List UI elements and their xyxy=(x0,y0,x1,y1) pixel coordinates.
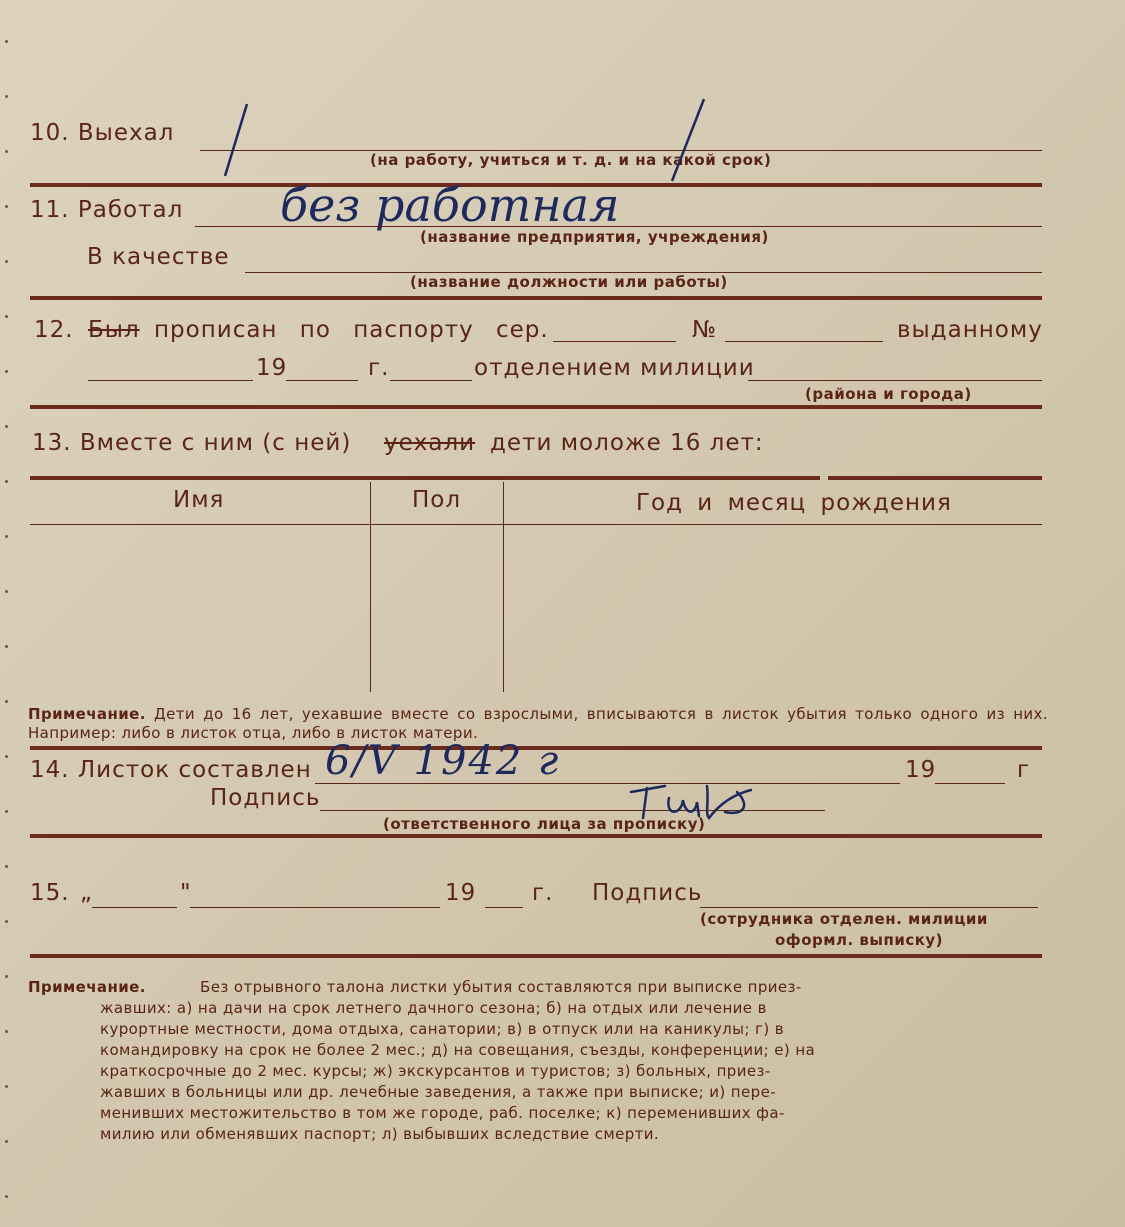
note-listing-line: менивших местожительство в том же городе, раб. поселке; к) переменивших фа- xyxy=(100,1104,785,1122)
item15-sign-hint-2: оформл. выписку) xyxy=(775,931,944,949)
item14-year-prefix: 19 xyxy=(905,757,937,783)
item10-hint: (на работу, учиться и т. д. и на какой срок) xyxy=(370,151,772,169)
note-children-text: Дети до 16 лет, уехавшие вместе со взрослыми, вписываются в листок убытия только одного из них. Например: либо в листок отца, либо в листок матери. xyxy=(28,705,1048,742)
item15-label: 15. xyxy=(30,880,70,906)
item10-label: 10. Выехал xyxy=(30,120,175,146)
note-listing-line: жавших: а) на дачи на срок летнего дачного сезона; б) на отдых или лечение в xyxy=(100,999,767,1017)
table-header-line xyxy=(30,524,1042,525)
item14-year-suffix: г xyxy=(1017,757,1031,783)
item15-year-prefix: 19 xyxy=(445,880,477,906)
dash-mark xyxy=(660,95,710,185)
note-listing-line: командировку на срок не более 2 мес.; д) на совещания, съезды, конференции; е) на xyxy=(100,1041,816,1059)
item14-year-line xyxy=(935,783,1005,784)
item12-label: прописан по паспорту сер. xyxy=(154,317,549,343)
column-divider xyxy=(370,482,371,692)
item11-hint: (название предприятия, учреждения) xyxy=(420,228,769,246)
item15-month-line xyxy=(190,907,440,908)
item11-label: 11. Работал xyxy=(30,197,184,223)
item11-role-label: В качестве xyxy=(87,244,230,270)
note-listing-line: жавших в больницы или др. лечебные заведения, а также при выписке; и) пере- xyxy=(100,1083,777,1101)
note-listing-line: курортные местности, дома отдыха, санатории; в) в отпуск или на каникулы; г) в xyxy=(100,1020,784,1038)
perforation-edge xyxy=(2,0,12,1227)
item13-label: 13. Вместе с ним (с ней) xyxy=(32,430,352,456)
column-header-sex: Пол xyxy=(412,487,462,513)
item13-label-rest: дети моложе 16 лет: xyxy=(490,430,764,456)
note-listing-line: милию или обменявших паспорт; л) выбывших вследствие смерти. xyxy=(100,1125,660,1143)
issue-year-line xyxy=(286,380,358,381)
passport-number-line xyxy=(725,341,883,342)
item12-police: отделением милиции xyxy=(474,355,755,381)
quote-mark: „ xyxy=(80,880,93,906)
item15-sign-hint-1: (сотрудника отделен. милиции xyxy=(700,910,988,928)
column-header-birth: Год и месяц рождения xyxy=(636,490,952,516)
item11-handwritten: без работная xyxy=(280,178,620,232)
item12-hint: (района и города) xyxy=(805,385,972,403)
section-divider xyxy=(30,954,1042,958)
issue-date-line xyxy=(88,380,253,381)
item13-struck-word: уехали xyxy=(384,430,476,456)
item14-handwritten-date: 6/V 1942 г xyxy=(325,738,561,784)
item12-number: 12. xyxy=(34,317,74,343)
item15-year-suffix: г. xyxy=(532,880,554,906)
note-listing-line: Без отрывного талона листки убытия составляются при выписке приез- xyxy=(200,978,802,996)
table-top-rule xyxy=(30,476,820,480)
note-listing-heading: Примечание. xyxy=(28,978,146,996)
item12-struck-word: Был xyxy=(88,317,140,343)
item11-role-hint: (название должности или работы) xyxy=(410,273,728,291)
item14-sign-hint: (ответственного лица за прописку) xyxy=(383,815,706,833)
column-header-name: Имя xyxy=(173,487,225,513)
item12-issued: выданному xyxy=(897,317,1043,343)
item14-label: 14. Листок составлен xyxy=(30,757,312,783)
item15-year-line xyxy=(485,907,523,908)
police-dept-line xyxy=(748,380,1042,381)
item15-sign-line xyxy=(700,907,1038,908)
column-divider xyxy=(503,482,504,692)
item12-year-prefix: 19 xyxy=(256,355,288,381)
issue-blank-line xyxy=(390,380,472,381)
table-top-rule xyxy=(828,476,1042,480)
dash-mark xyxy=(215,100,255,180)
note-children-heading: Примечание. xyxy=(28,705,146,723)
note-listing-line: краткосрочные до 2 мес. курсы; ж) экскурсантов и туристов; з) больных, приез- xyxy=(100,1062,771,1080)
passport-series-line xyxy=(553,341,676,342)
item15-day-line xyxy=(92,907,177,908)
passport-number-sign: № xyxy=(692,317,717,343)
section-divider xyxy=(30,405,1042,409)
item15-sign-label: Подпись xyxy=(592,880,703,906)
section-divider xyxy=(30,296,1042,300)
quote-mark: " xyxy=(180,880,192,906)
item12-year-suffix: г. xyxy=(368,355,390,381)
item14-sign-label: Подпись xyxy=(210,785,321,811)
item11-line xyxy=(195,226,1042,227)
section-divider xyxy=(30,834,1042,838)
item14-date-line xyxy=(315,783,900,784)
